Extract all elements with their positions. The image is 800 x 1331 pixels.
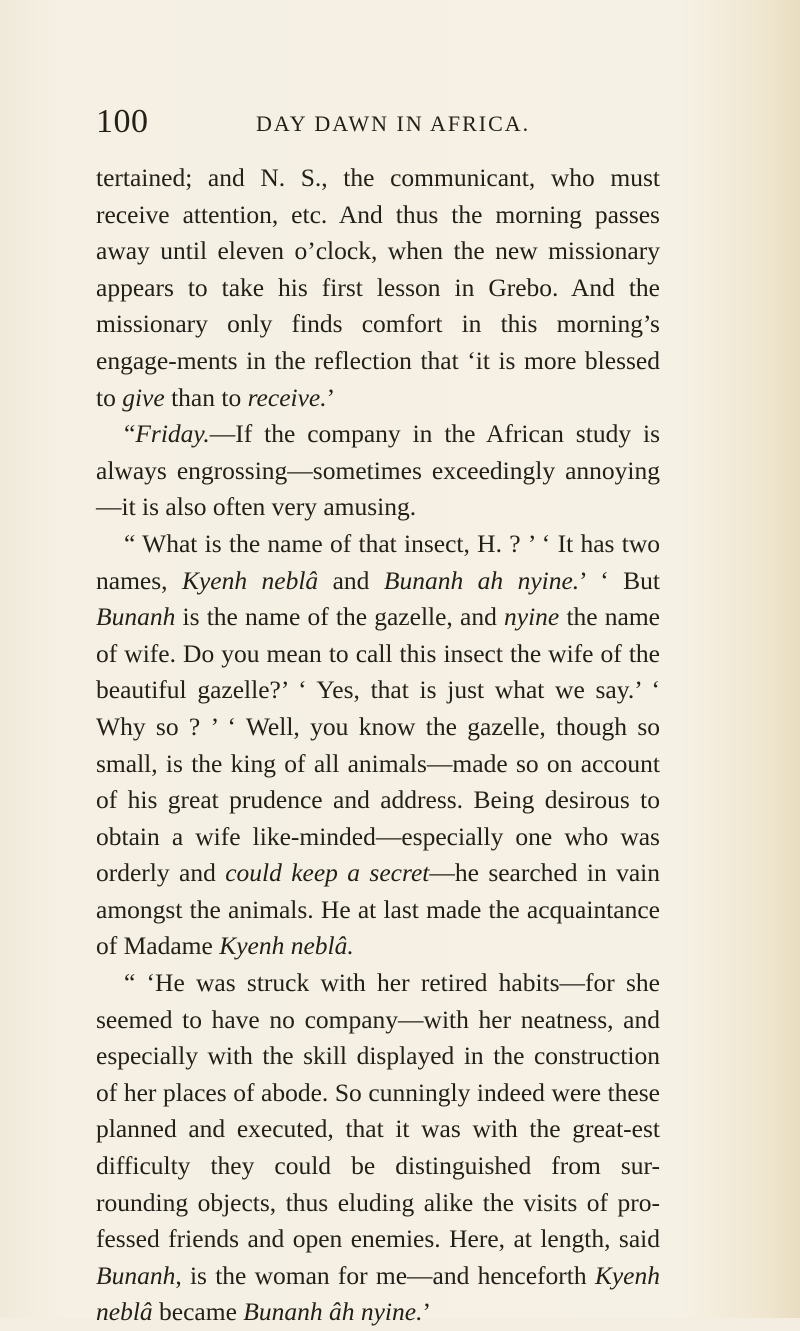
italic-run: give xyxy=(122,382,165,412)
text-run: is the name of the gazelle, and xyxy=(175,602,505,632)
paragraph xyxy=(96,160,660,416)
running-title: DAY DAWN IN AFRICA. xyxy=(256,111,531,136)
text-run: —If the company in the African study is always engrossing—sometimes exceedingly annoying—it is also often very amusing. xyxy=(96,419,660,522)
text-run: became xyxy=(152,1297,244,1327)
text-run: and xyxy=(318,565,384,595)
italic-run: Bunanh xyxy=(96,602,176,632)
italic-run: receive. xyxy=(247,382,327,412)
text-run: tertained; and N. S., the communicant, who must receive attention, etc. And thus the morning passes away until eleven o’clock, when the new missionary appears to take his first lesson in Grebo. And the missionary only finds comfort in this morning’s engage-ments in the reflection that ‘it is more blessed to xyxy=(96,163,660,412)
text-run: “ What is the name of that insect, H. ? ’ ‘ It has two names, xyxy=(96,528,660,595)
italic-run: Bunanh âh nyine. xyxy=(243,1297,423,1327)
paragraph xyxy=(96,526,660,965)
italic-run: nyine xyxy=(504,602,560,632)
italic-run: Friday. xyxy=(135,419,210,449)
text-run: than to xyxy=(164,382,248,412)
paragraph xyxy=(96,416,660,526)
body-text xyxy=(96,160,660,1331)
text-run: ’ ‘ But xyxy=(579,565,660,595)
text-run: the name of wife. Do you mean to call this insect the wife of the beautiful gazelle?’ ‘ Yes, that is just what we say.’ ‘ Why so ? ’ ‘ Well, you know the gazelle, though so small, is the king of all animals—made so on account of his great prudence and address. Being desirous to obtain a wife like-minded—especially one who was orderly and xyxy=(96,602,661,888)
text-run: “ ‘He was struck with her retired habits—for she seemed to have no company—with her neatness, and especially with the skill displayed in the construction of her places of abode. So cunningly indeed were these planned and executed, that it was with the great-est difficulty they could be distinguished from sur-rounding objects, thus eluding alike the visits of pro-fessed friends and open enemies. Here, at length, said xyxy=(96,968,660,1254)
text-run: ’ xyxy=(422,1297,431,1327)
text-run: , is the woman for me—and henceforth xyxy=(175,1260,595,1290)
page-number: 100 xyxy=(96,103,149,140)
page-header xyxy=(96,102,656,142)
italic-run: Bunanh ah nyine. xyxy=(383,565,580,595)
text-run: “ xyxy=(124,419,136,449)
text-run: —he searched in vain amongst the animals. He at last made the acquaintance of Madame xyxy=(96,858,660,961)
italic-run: Bunanh xyxy=(96,1260,176,1290)
text-run: ’ xyxy=(326,382,336,412)
italic-run: could keep a secret xyxy=(225,858,430,888)
italic-run: Kyenh neblâ. xyxy=(219,931,354,961)
paragraph xyxy=(96,965,660,1331)
italic-run: Kyenh neblâ xyxy=(96,1260,660,1327)
italic-run: Kyenh neblâ xyxy=(181,565,319,595)
